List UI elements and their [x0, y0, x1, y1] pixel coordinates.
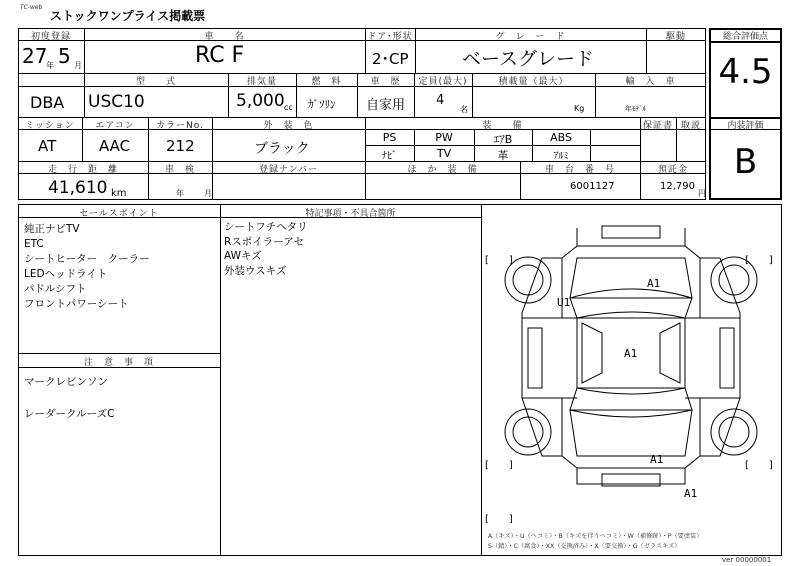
windshield — [570, 289, 692, 318]
list-item: LEDヘッドライト — [24, 268, 108, 280]
remarks-header: 特記事項・不具合箇所 — [305, 209, 396, 219]
rear-bumper — [562, 456, 700, 484]
list-item: AWキズ — [224, 250, 262, 262]
sales-points-header: セールスポイント — [79, 209, 159, 219]
header-first-reg: 初度登録 — [30, 32, 71, 42]
notes-header: 注 意 事 項 — [83, 358, 154, 368]
list-item: 外装ウスキズ — [224, 264, 287, 277]
equip-abs: ABS — [550, 131, 572, 144]
list-item: Rスポイラーアセ — [224, 235, 305, 248]
header-fuel: 燃 料 — [311, 77, 342, 87]
header-manual: 取説 — [680, 121, 701, 131]
price: 12,790 — [660, 181, 695, 192]
list-item: シートヒーター クーラー — [24, 253, 150, 265]
header-aircon: エアコン — [95, 121, 135, 131]
bracket-bottom: [ ] — [485, 514, 513, 525]
header-capacity: 定員(最大) — [418, 77, 468, 87]
capacity-unit: 名 — [460, 105, 468, 114]
header-serial: 車 台 番 号 — [544, 165, 615, 175]
list-item: フロントパワーシート — [24, 298, 129, 310]
header-car-name: 車 名 — [204, 32, 245, 42]
header-color-no: カラーNo. — [156, 121, 204, 131]
header-model: 型 式 — [135, 77, 176, 87]
color-no: 212 — [166, 137, 195, 155]
import-model-year: 年ﾓﾃﾞﾙ — [625, 105, 646, 113]
interior-score: B — [733, 142, 758, 182]
inspection-month-unit: 月 — [204, 189, 212, 198]
header-displacement: 排気量 — [246, 77, 277, 87]
capacity: 4 — [436, 93, 445, 108]
first-reg-month-unit: 月 — [74, 61, 82, 70]
equip-airbag: ｴｱB — [493, 133, 513, 146]
remarks-list — [224, 220, 308, 278]
sales-points-list — [24, 222, 150, 312]
header-price: 預託金 — [657, 165, 688, 175]
header-exterior: 外 装 色 — [263, 121, 314, 131]
damage-mark-roof: A1 — [624, 347, 638, 360]
inspection-year-unit: 年 — [176, 189, 184, 198]
header-interior-score: 内装評価 — [727, 121, 764, 131]
serial-number: 6001127 — [570, 181, 615, 192]
list-item: 純正ナビTV — [24, 223, 80, 235]
header-load: 積載量（最大） — [498, 77, 569, 87]
first-reg-year: 27 — [22, 44, 48, 68]
header-other-equipment: ほ か 装 備 — [407, 165, 478, 175]
equip-tv: TV — [436, 147, 452, 160]
model-code: USC10 — [88, 92, 145, 112]
header-import: 輸 入 車 — [625, 77, 676, 87]
displacement: 5,000 — [236, 91, 285, 111]
bracket-front-right: [ ] — [745, 255, 773, 266]
fuel: ｶﾞｿﾘﾝ — [308, 98, 336, 111]
header-history: 車 歴 — [370, 77, 401, 87]
mission: AT — [38, 137, 57, 155]
price-unit: 円 — [698, 189, 706, 198]
mileage-unit: km — [111, 188, 127, 199]
bracket-rear-right: [ ] — [745, 460, 773, 471]
first-reg-year-unit: 年 — [46, 61, 54, 70]
header-warranty: 保証書 — [642, 121, 673, 131]
damage-legend-line1: A（キズ）・U（ヘコミ）・B（キズを伴うヘコミ）・W（補修跡）・P（要塗装） — [488, 533, 703, 540]
version-label: ver 00000001 — [722, 556, 772, 564]
list-item: シートフチヘタリ — [224, 221, 308, 233]
load-unit: Kg — [574, 104, 585, 113]
rear-window — [570, 388, 692, 417]
damage-mark-left-fender: U1 — [557, 296, 571, 309]
model-prefix: DBA — [30, 93, 65, 112]
aircon: AAC — [99, 137, 131, 155]
header-mission: ミッション — [25, 121, 75, 131]
document-title: ストックワンプライス掲載票 — [50, 9, 206, 23]
equip-pw: PW — [435, 131, 453, 144]
damage-mark-front: A1 — [647, 277, 661, 290]
damage-legend-line2: S（錆）・C（腐食）・XX（交換済み）・X（要交換）・G（ガラスキズ） — [488, 543, 681, 550]
car-damage-diagram — [482, 218, 780, 538]
header-mileage: 走 行 距 離 — [47, 165, 118, 175]
overall-score: 4.5 — [718, 52, 773, 92]
car-name: RC F — [195, 43, 245, 68]
equip-leather: 革 — [497, 149, 509, 162]
list-item: ETC — [24, 238, 44, 250]
header-door-shape: ドア･形状 — [367, 32, 413, 42]
mileage: 41,610 — [48, 178, 108, 198]
damage-mark-rear-bumper: A1 — [684, 487, 698, 500]
door-shape: 2･CP — [372, 50, 409, 68]
header-drive: 駆動 — [665, 32, 686, 42]
list-item: レーダークルーズC — [24, 408, 115, 420]
exterior-color: ブラック — [254, 141, 310, 157]
bracket-front-left: [ ] — [485, 255, 513, 266]
list-item: パドルシフト — [24, 283, 87, 295]
list-item — [24, 390, 115, 406]
logo: TC-web — [20, 4, 43, 11]
notes-list — [24, 374, 115, 422]
history: 自家用 — [366, 98, 406, 113]
bracket-rear-left: [ ] — [485, 460, 513, 471]
header-grade: グ レ ー ド — [495, 32, 566, 42]
first-reg-month: 5 — [58, 44, 71, 68]
front-bumper — [562, 228, 700, 258]
equip-ps: PS — [382, 131, 397, 144]
displacement-unit: cc — [284, 103, 293, 112]
list-item: マークレビンソン — [24, 376, 108, 388]
header-inspection: 車 検 — [164, 165, 195, 175]
equip-alloy: ｱﾙﾐ — [553, 151, 569, 162]
hood — [570, 258, 692, 298]
grade: ベースグレード — [462, 48, 595, 70]
header-overall-score: 総合評価点 — [722, 32, 768, 42]
header-plate: 登録ナンバー — [259, 165, 318, 175]
damage-mark-rear: A1 — [650, 453, 664, 466]
header-equipment: 装 備 — [482, 121, 523, 131]
equip-navi: ﾅﾋﾞ — [382, 151, 397, 162]
